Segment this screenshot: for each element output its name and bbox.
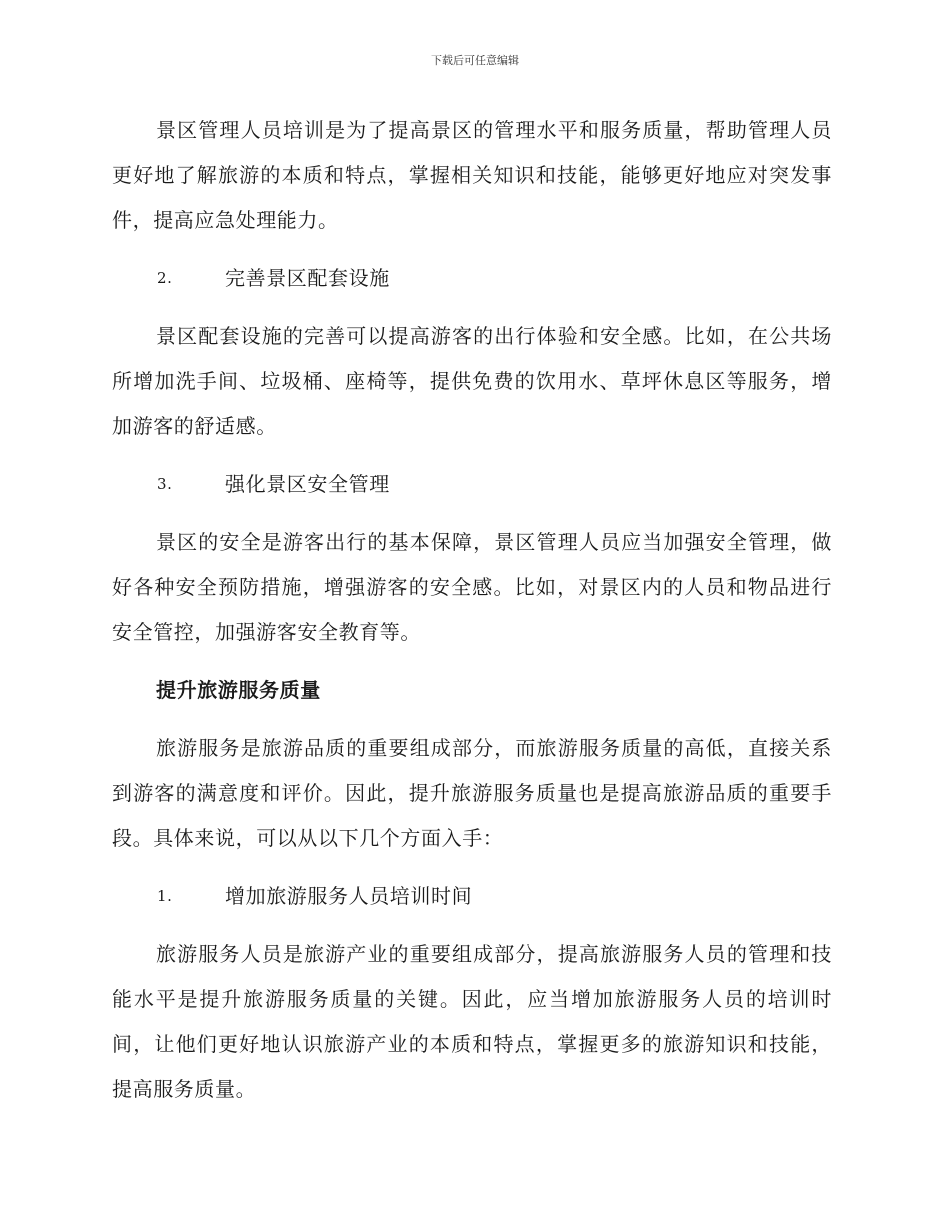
paragraph-service-staff: 旅游服务人员是旅游产业的重要组成部分，提高旅游服务人员的管理和技能水平是提升旅游服务质量的关键。因此，应当增加旅游服务人员的培训时间，让他们更好地认识旅游产业的本质和特点，掌握更多的旅游知识和技能，提高服务质量。 xyxy=(112,942,832,1101)
list-item-number: 3. xyxy=(157,475,173,493)
paragraph-safety: 景区的安全是游客出行的基本保障，景区管理人员应当加强安全管理，做好各种安全预防措施，增强游客的安全感。比如，对景区内的人员和物品进行安全管控，加强游客安全教育等。 xyxy=(112,530,832,644)
paragraph-facilities: 景区配套设施的完善可以提高游客的出行体验和安全感。比如，在公共场所增加洗手间、垃圾桶、座椅等，提供免费的饮用水、草坪休息区等服务，增加游客的舒适感。 xyxy=(112,324,832,438)
list-item-training-time xyxy=(112,874,832,919)
list-item-text: 增加旅游服务人员培训时间 xyxy=(225,884,473,908)
document-body xyxy=(112,108,832,1125)
list-item-text: 完善景区配套设施 xyxy=(225,266,390,290)
list-item-number: 1. xyxy=(157,887,173,905)
list-item-text: 强化景区安全管理 xyxy=(225,472,390,496)
page-header: 下载后可任意编辑 xyxy=(431,54,519,67)
list-item-number: 2. xyxy=(157,269,173,287)
section-heading: 提升旅游服务质量 xyxy=(156,678,321,702)
list-item-safety xyxy=(112,462,832,507)
list-item-facilities xyxy=(112,256,832,301)
paragraph-service-quality: 旅游服务是旅游品质的重要组成部分，而旅游服务质量的高低，直接关系到游客的满意度和评价。因此，提升旅游服务质量也是提高旅游品质的重要手段。具体来说，可以从以下几个方面入手： xyxy=(112,736,832,850)
paragraph-staff-training: 景区管理人员培训是为了提高景区的管理水平和服务质量，帮助管理人员更好地了解旅游的本质和特点，掌握相关知识和技能，能够更好地应对突发事件，提高应急处理能力。 xyxy=(112,118,832,232)
